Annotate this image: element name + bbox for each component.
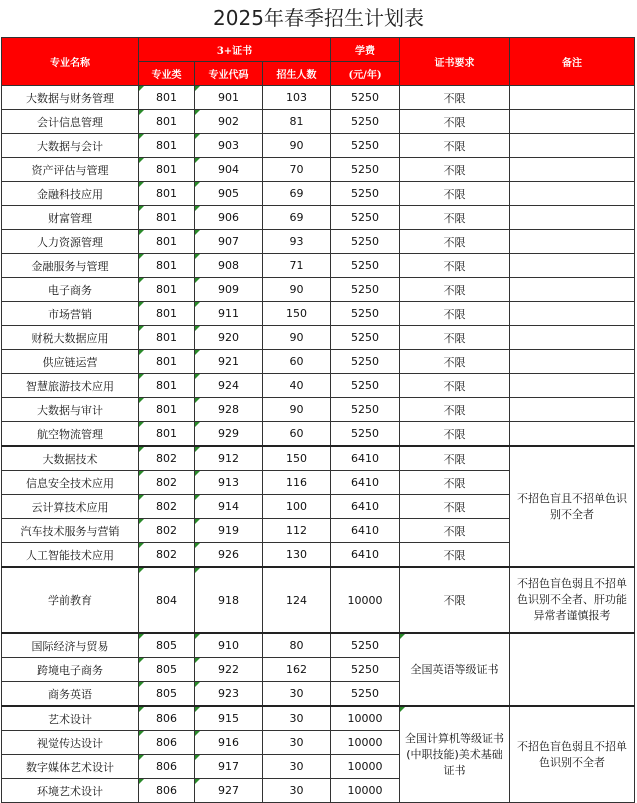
- category-cell: 801: [139, 302, 195, 326]
- code-cell: 910: [195, 633, 263, 658]
- cert-req-merged-cell: 全国英语等级证书: [400, 633, 510, 706]
- count-cell: 60: [263, 422, 331, 447]
- count-cell: 69: [263, 182, 331, 206]
- code-cell: 911: [195, 302, 263, 326]
- tuition-cell: 5250: [331, 633, 400, 658]
- count-cell: 60: [263, 350, 331, 374]
- major-name-cell: 国际经济与贸易: [2, 633, 139, 658]
- count-cell: 30: [263, 755, 331, 779]
- major-name-cell: 金融科技应用: [2, 182, 139, 206]
- cert-req-cell: 不限: [400, 182, 510, 206]
- remark-cell: [510, 278, 635, 302]
- major-name-cell: 大数据与财务管理: [2, 86, 139, 110]
- code-cell: 904: [195, 158, 263, 182]
- cert-req-cell: 不限: [400, 519, 510, 543]
- remark-cell: [510, 374, 635, 398]
- category-cell: 806: [139, 755, 195, 779]
- major-name-cell: 大数据与审计: [2, 398, 139, 422]
- category-cell: 801: [139, 86, 195, 110]
- remark-cell: [510, 302, 635, 326]
- table-row: [2, 422, 635, 447]
- category-cell: 802: [139, 495, 195, 519]
- code-cell: 927: [195, 779, 263, 803]
- category-cell: 804: [139, 567, 195, 633]
- major-name-cell: 供应链运营: [2, 350, 139, 374]
- header-code: 专业代码: [195, 62, 263, 86]
- remark-cell: [510, 422, 635, 447]
- cert-req-cell: 不限: [400, 495, 510, 519]
- cert-req-cell: 不限: [400, 86, 510, 110]
- count-cell: 40: [263, 374, 331, 398]
- tuition-cell: 5250: [331, 230, 400, 254]
- tuition-cell: 5250: [331, 110, 400, 134]
- count-cell: 116: [263, 471, 331, 495]
- code-cell: 901: [195, 86, 263, 110]
- major-name-cell: 金融服务与管理: [2, 254, 139, 278]
- tuition-cell: 5250: [331, 302, 400, 326]
- count-cell: 150: [263, 302, 331, 326]
- code-cell: 915: [195, 706, 263, 731]
- count-cell: 162: [263, 658, 331, 682]
- remark-cell: [510, 158, 635, 182]
- category-cell: 801: [139, 254, 195, 278]
- cert-req-cell: 不限: [400, 567, 510, 633]
- tuition-cell: 5250: [331, 682, 400, 707]
- header-major-name: 专业名称: [2, 38, 139, 86]
- code-cell: 905: [195, 182, 263, 206]
- major-name-cell: 艺术设计: [2, 706, 139, 731]
- table-row: [2, 706, 635, 731]
- table-row: [2, 182, 635, 206]
- category-cell: 801: [139, 134, 195, 158]
- major-name-cell: 跨境电子商务: [2, 658, 139, 682]
- table-row: [2, 86, 635, 110]
- category-cell: 802: [139, 543, 195, 568]
- major-name-cell: 商务英语: [2, 682, 139, 707]
- code-cell: 929: [195, 422, 263, 447]
- table-row: [2, 206, 635, 230]
- tuition-cell: 5250: [331, 658, 400, 682]
- enrollment-plan-table: [1, 37, 635, 803]
- category-cell: 805: [139, 633, 195, 658]
- code-cell: 914: [195, 495, 263, 519]
- category-cell: 802: [139, 446, 195, 471]
- tuition-cell: 10000: [331, 755, 400, 779]
- count-cell: 70: [263, 158, 331, 182]
- remark-cell: [510, 182, 635, 206]
- category-cell: 801: [139, 158, 195, 182]
- count-cell: 30: [263, 779, 331, 803]
- remark-cell: [510, 230, 635, 254]
- count-cell: 30: [263, 731, 331, 755]
- code-cell: 916: [195, 731, 263, 755]
- table-row: [2, 633, 635, 658]
- table-row: [2, 302, 635, 326]
- tuition-cell: 6410: [331, 495, 400, 519]
- cert-req-cell: 不限: [400, 543, 510, 568]
- table-row: [2, 110, 635, 134]
- header-group: 3+证书: [139, 38, 331, 62]
- cert-req-cell: 不限: [400, 254, 510, 278]
- category-cell: 801: [139, 206, 195, 230]
- major-name-cell: 智慧旅游技术应用: [2, 374, 139, 398]
- major-name-cell: 学前教育: [2, 567, 139, 633]
- category-cell: 801: [139, 398, 195, 422]
- category-cell: 805: [139, 658, 195, 682]
- major-name-cell: 航空物流管理: [2, 422, 139, 447]
- cert-req-cell: 不限: [400, 302, 510, 326]
- count-cell: 90: [263, 278, 331, 302]
- major-name-cell: 会计信息管理: [2, 110, 139, 134]
- count-cell: 130: [263, 543, 331, 568]
- table-row: [2, 374, 635, 398]
- category-cell: 801: [139, 350, 195, 374]
- tuition-cell: 6410: [331, 446, 400, 471]
- category-cell: 801: [139, 422, 195, 447]
- major-name-cell: 数字媒体艺术设计: [2, 755, 139, 779]
- tuition-cell: 5250: [331, 422, 400, 447]
- major-name-cell: 财税大数据应用: [2, 326, 139, 350]
- remark-cell: [510, 110, 635, 134]
- tuition-cell: 5250: [331, 86, 400, 110]
- major-name-cell: 汽车技术服务与营销: [2, 519, 139, 543]
- tuition-cell: 5250: [331, 374, 400, 398]
- code-cell: 924: [195, 374, 263, 398]
- category-cell: 806: [139, 731, 195, 755]
- tuition-cell: 5250: [331, 326, 400, 350]
- tuition-cell: 6410: [331, 471, 400, 495]
- major-name-cell: 财富管理: [2, 206, 139, 230]
- count-cell: 90: [263, 326, 331, 350]
- tuition-cell: 5250: [331, 350, 400, 374]
- count-cell: 93: [263, 230, 331, 254]
- table-row: [2, 567, 635, 633]
- code-cell: 923: [195, 682, 263, 707]
- count-cell: 90: [263, 398, 331, 422]
- code-cell: 908: [195, 254, 263, 278]
- category-cell: 801: [139, 278, 195, 302]
- table-row: [2, 350, 635, 374]
- code-cell: 909: [195, 278, 263, 302]
- cert-req-merged-cell: 全国计算机等级证书(中职技能)美术基础证书: [400, 706, 510, 803]
- code-cell: 912: [195, 446, 263, 471]
- count-cell: 103: [263, 86, 331, 110]
- cert-req-cell: 不限: [400, 278, 510, 302]
- category-cell: 802: [139, 519, 195, 543]
- code-cell: 926: [195, 543, 263, 568]
- table-row: [2, 398, 635, 422]
- remark-merged-cell: 不招色盲色弱且不招单色识别不全者: [510, 706, 635, 803]
- remark-cell: 不招色盲色弱且不招单色识别不全者、肝功能异常者谨慎报考: [510, 567, 635, 633]
- header-tuition: 学费: [331, 38, 400, 62]
- table-row: [2, 278, 635, 302]
- code-cell: 920: [195, 326, 263, 350]
- cert-req-cell: 不限: [400, 446, 510, 471]
- remark-cell: [510, 350, 635, 374]
- cert-req-cell: 不限: [400, 110, 510, 134]
- header-tuition-unit: (元/年): [331, 62, 400, 86]
- count-cell: 100: [263, 495, 331, 519]
- cert-req-cell: 不限: [400, 374, 510, 398]
- code-cell: 902: [195, 110, 263, 134]
- cert-req-cell: 不限: [400, 230, 510, 254]
- code-cell: 918: [195, 567, 263, 633]
- major-name-cell: 视觉传达设计: [2, 731, 139, 755]
- code-cell: 913: [195, 471, 263, 495]
- tuition-cell: 5250: [331, 158, 400, 182]
- tuition-cell: 6410: [331, 519, 400, 543]
- cert-req-cell: 不限: [400, 326, 510, 350]
- category-cell: 806: [139, 779, 195, 803]
- category-cell: 806: [139, 706, 195, 731]
- cert-req-cell: 不限: [400, 350, 510, 374]
- count-cell: 71: [263, 254, 331, 278]
- tuition-cell: 5250: [331, 398, 400, 422]
- major-name-cell: 资产评估与管理: [2, 158, 139, 182]
- remark-cell: [510, 134, 635, 158]
- code-cell: 921: [195, 350, 263, 374]
- cert-req-cell: 不限: [400, 134, 510, 158]
- count-cell: 80: [263, 633, 331, 658]
- code-cell: 907: [195, 230, 263, 254]
- code-cell: 919: [195, 519, 263, 543]
- cert-req-cell: 不限: [400, 471, 510, 495]
- header-category: 专业类: [139, 62, 195, 86]
- major-name-cell: 云计算技术应用: [2, 495, 139, 519]
- table-row: [2, 254, 635, 278]
- category-cell: 801: [139, 326, 195, 350]
- major-name-cell: 人力资源管理: [2, 230, 139, 254]
- count-cell: 90: [263, 134, 331, 158]
- category-cell: 805: [139, 682, 195, 707]
- tuition-cell: 10000: [331, 731, 400, 755]
- category-cell: 801: [139, 110, 195, 134]
- remark-merged-cell: [510, 633, 635, 706]
- header-remark: 备注: [510, 38, 635, 86]
- major-name-cell: 电子商务: [2, 278, 139, 302]
- major-name-cell: 市场营销: [2, 302, 139, 326]
- tuition-cell: 5250: [331, 206, 400, 230]
- category-cell: 801: [139, 230, 195, 254]
- major-name-cell: 大数据与会计: [2, 134, 139, 158]
- cert-req-cell: 不限: [400, 158, 510, 182]
- tuition-cell: 10000: [331, 567, 400, 633]
- table-row: [2, 230, 635, 254]
- code-cell: 903: [195, 134, 263, 158]
- remark-cell: [510, 86, 635, 110]
- header-count: 招生人数: [263, 62, 331, 86]
- table-row: [2, 446, 635, 471]
- cert-req-cell: 不限: [400, 206, 510, 230]
- count-cell: 30: [263, 682, 331, 707]
- table-row: [2, 158, 635, 182]
- category-cell: 801: [139, 182, 195, 206]
- header-cert-req: 证书要求: [400, 38, 510, 86]
- tuition-cell: 5250: [331, 134, 400, 158]
- count-cell: 81: [263, 110, 331, 134]
- page-title: 2025年春季招生计划表: [213, 6, 424, 30]
- tuition-cell: 10000: [331, 706, 400, 731]
- cert-req-cell: 不限: [400, 398, 510, 422]
- count-cell: 30: [263, 706, 331, 731]
- major-name-cell: 环境艺术设计: [2, 779, 139, 803]
- table-row: [2, 326, 635, 350]
- major-name-cell: 信息安全技术应用: [2, 471, 139, 495]
- tuition-cell: 10000: [331, 779, 400, 803]
- remark-merged-cell: 不招色盲且不招单色识别不全者: [510, 446, 635, 567]
- remark-cell: [510, 254, 635, 278]
- count-cell: 150: [263, 446, 331, 471]
- category-cell: 801: [139, 374, 195, 398]
- count-cell: 69: [263, 206, 331, 230]
- remark-cell: [510, 398, 635, 422]
- tuition-cell: 5250: [331, 278, 400, 302]
- remark-cell: [510, 326, 635, 350]
- tuition-cell: 6410: [331, 543, 400, 568]
- major-name-cell: 人工智能技术应用: [2, 543, 139, 568]
- table-row: [2, 134, 635, 158]
- major-name-cell: 大数据技术: [2, 446, 139, 471]
- cert-req-cell: 不限: [400, 422, 510, 447]
- tuition-cell: 5250: [331, 182, 400, 206]
- code-cell: 917: [195, 755, 263, 779]
- code-cell: 906: [195, 206, 263, 230]
- code-cell: 922: [195, 658, 263, 682]
- tuition-cell: 5250: [331, 254, 400, 278]
- count-cell: 124: [263, 567, 331, 633]
- code-cell: 928: [195, 398, 263, 422]
- count-cell: 112: [263, 519, 331, 543]
- category-cell: 802: [139, 471, 195, 495]
- remark-cell: [510, 206, 635, 230]
